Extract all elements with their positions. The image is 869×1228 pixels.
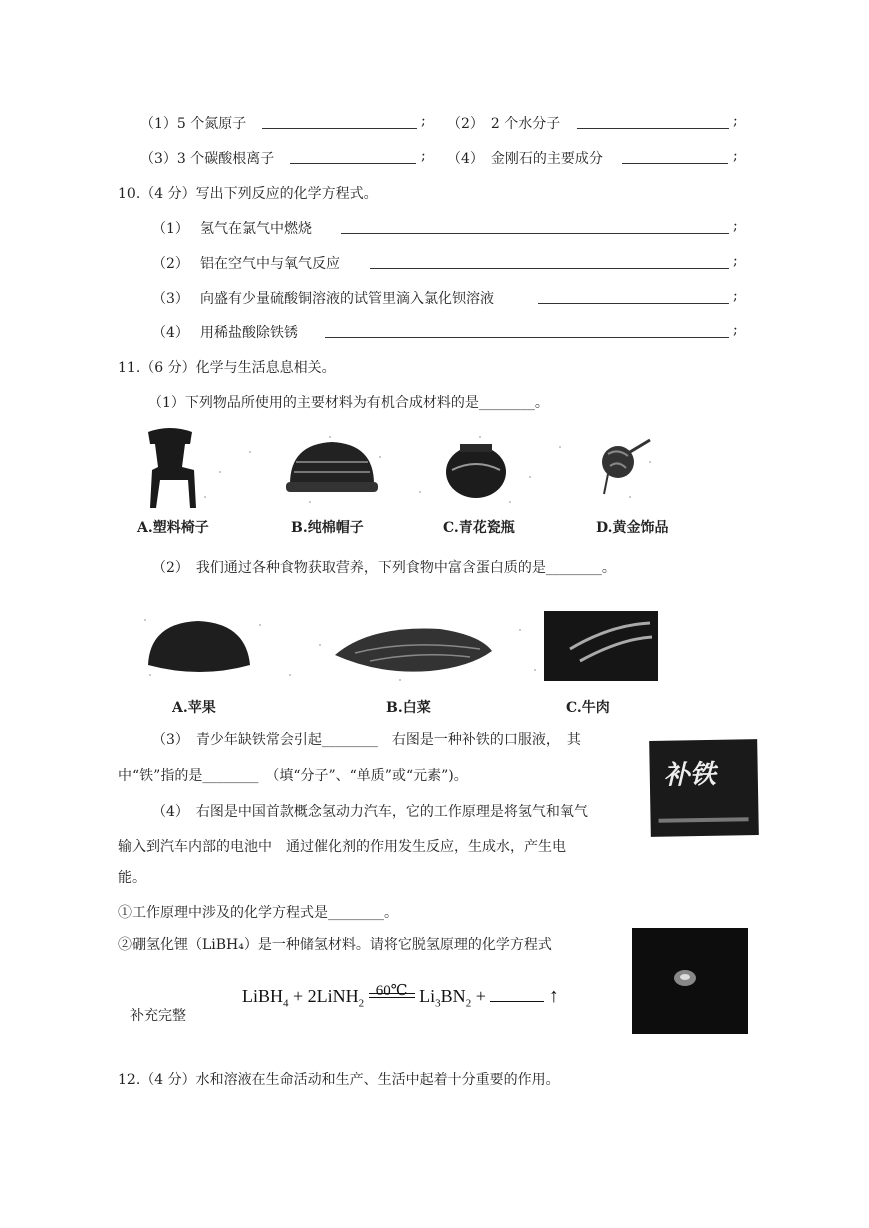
q10-item-1-text: 氢气在氯气中燃烧 bbox=[200, 221, 312, 237]
q9-semicolon-1: ; bbox=[421, 113, 426, 129]
q10-semicolon-1: ; bbox=[733, 218, 738, 234]
beef-image bbox=[544, 611, 658, 681]
hydrogen-car-image bbox=[632, 928, 748, 1034]
q11-sub2: （2） 我们通过各种食物获取营养，下列食物中富含蛋白质的是________。 bbox=[152, 560, 616, 576]
q11-option-c: C.青花瓷瓶 bbox=[443, 520, 515, 536]
q11-sub4-line3: 能。 bbox=[118, 870, 146, 886]
q10-item-1-blank[interactable] bbox=[341, 221, 729, 234]
q10-item-2-blank[interactable] bbox=[370, 256, 729, 269]
q11-food-option-b: B.白菜 bbox=[386, 700, 431, 716]
q9-item-4: （4） 金刚石的主要成分 bbox=[447, 151, 603, 167]
q12-title: 12.（4 分）水和溶液在生命活动和生产、生活中起着十分重要的作用。 bbox=[118, 1072, 560, 1088]
q9-item-2-blank[interactable] bbox=[577, 116, 729, 129]
q10-item-2-text: 铝在空气中与氧气反应 bbox=[200, 256, 340, 272]
q10-title: 10.（4 分）写出下列反应的化学方程式。 bbox=[118, 186, 378, 202]
q10-item-4-blank[interactable] bbox=[325, 325, 729, 338]
porcelain-vase-image bbox=[446, 444, 506, 498]
q11-option-d: D.黄金饰品 bbox=[596, 520, 669, 536]
plastic-chair-image bbox=[148, 428, 196, 508]
q9-semicolon-2: ; bbox=[733, 113, 738, 129]
q11-option-b: B.纯棉帽子 bbox=[291, 520, 364, 536]
foods-figure bbox=[140, 605, 670, 687]
q10-item-3-text: 向盛有少量硫酸铜溶液的试管里滴入氯化钡溶液 bbox=[200, 291, 494, 307]
cabbage-image bbox=[335, 629, 492, 672]
q9-item-3: （3）3 个碳酸根离子 bbox=[140, 151, 275, 167]
iron-box-label: 补铁 bbox=[663, 759, 717, 791]
q9-semicolon-3: ; bbox=[421, 148, 426, 164]
materials-figure bbox=[130, 422, 670, 512]
q10-semicolon-2: ; bbox=[733, 253, 738, 269]
reaction-condition: 60℃ bbox=[375, 983, 408, 999]
q10-semicolon-4: ; bbox=[733, 322, 738, 338]
q10-semicolon-3: ; bbox=[733, 288, 738, 304]
reaction-arrow bbox=[369, 983, 415, 1002]
q11-title: 11.（6 分）化学与生活息息相关。 bbox=[118, 360, 336, 376]
q11-sub4-b: ②硼氢化锂（LiBH₄）是一种储氢材料。请将它脱氢原理的化学方程式 bbox=[118, 937, 552, 953]
q11-sub3-line2: 中“铁”指的是________ （填“分子”、“单质”或“元素”)。 bbox=[118, 768, 468, 784]
q9-item-3-blank[interactable] bbox=[290, 151, 416, 164]
q10-item-3-num: （3） bbox=[152, 291, 189, 307]
iron-supplement-image bbox=[649, 739, 759, 837]
q11-sub3-line1: （3） 青少年缺铁常会引起________ 右图是一种补铁的口服液， 其 bbox=[152, 732, 581, 748]
q9-item-1-blank[interactable] bbox=[262, 116, 417, 129]
q10-item-4-num: （4） bbox=[152, 325, 189, 341]
q10-item-4-text: 用稀盐酸除铁锈 bbox=[200, 325, 298, 341]
q9-item-1: （1）5 个氮原子 bbox=[140, 116, 247, 132]
q9-item-2: （2） 2 个水分子 bbox=[447, 116, 561, 132]
q11-sub1: （1）下列物品所使用的主要材料为有机合成材料的是________。 bbox=[148, 395, 549, 411]
q9-item-4-blank[interactable] bbox=[622, 151, 728, 164]
q11-sub4-line1: （4） 右图是中国首款概念氢动力汽车，它的工作原理是将氢气和氧气 bbox=[152, 804, 588, 820]
q10-item-1-num: （1） bbox=[152, 221, 189, 237]
q11-sub4-a: ①工作原理中涉及的化学方程式是________。 bbox=[118, 905, 398, 921]
cotton-hat-image bbox=[286, 442, 378, 492]
dehydrogenation-equation: LiBH$_4$ + 2LiNH$_2$ 60℃ $Li_3BN_2$ + ↑ bbox=[242, 983, 559, 1010]
q9-semicolon-4: ; bbox=[733, 148, 738, 164]
gold-ornament-image bbox=[602, 440, 650, 494]
q10-item-2-num: （2） bbox=[152, 256, 189, 272]
q11-sub4-line2: 输入到汽车内部的电池中 通过催化剂的作用发生反应，生成水，产生电 bbox=[118, 839, 566, 855]
q11-option-a: A.塑料椅子 bbox=[137, 520, 209, 536]
apple-image bbox=[148, 621, 250, 672]
q11-food-option-c: C.牛肉 bbox=[566, 700, 610, 716]
q10-item-3-blank[interactable] bbox=[538, 291, 729, 304]
equation-blank[interactable] bbox=[490, 989, 544, 1002]
q11-sub4-c: 补充完整 bbox=[130, 1008, 186, 1024]
q11-food-option-a: A.苹果 bbox=[172, 700, 216, 716]
